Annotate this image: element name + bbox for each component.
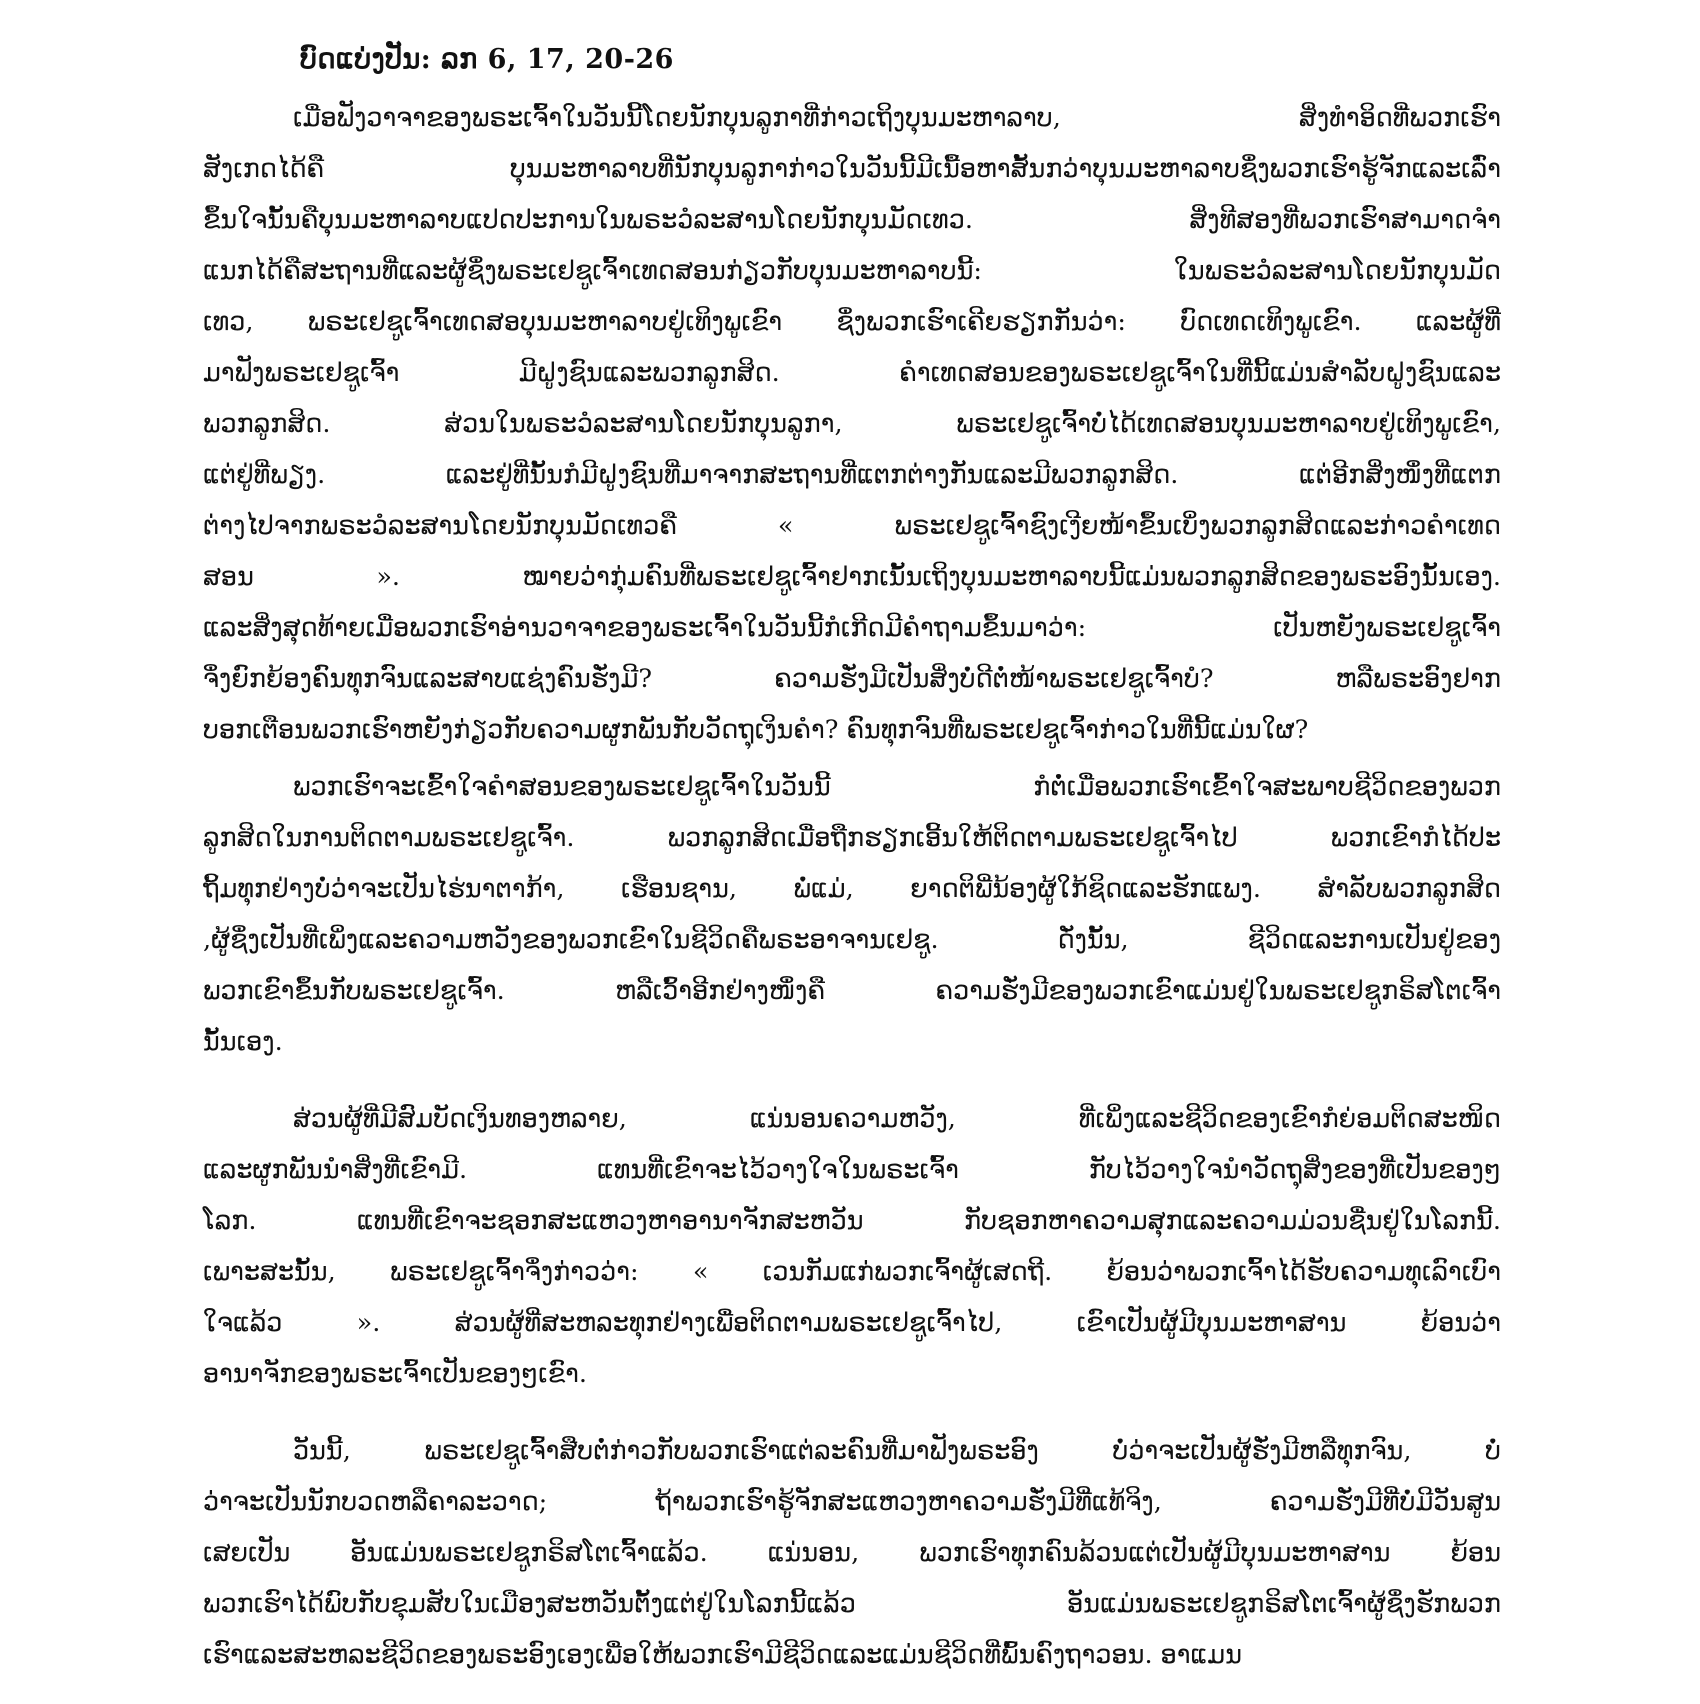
- paragraph-1-line-4: ແນກໄດ້ຄືສະຖານທີ່ແລະຜູ້ຊຶ່ງພຣະເຢຊູເຈົ້າເທດສອນກ່ຽວກັບບຸນມະຫາລາບນີ້: ໃນພຣະວໍລະສານໂດຍນັກບຸນມັດ: [203, 256, 1501, 286]
- paragraph-3-line-2: ແລະຜູກພັນນໍາສິ່ງທີ່ເຂົາມີ. ແທນທີ່ເຂົາຈະໄວ້ວາງໃຈໃນພຣະເຈົ້າ ກັບໄວ້ວາງໃຈນໍາວັດຖຸສິ່ງຂອງທີ່ເປັນຂອງໆ: [203, 1155, 1501, 1185]
- paragraph-3-line-1: ສ່ວນຜູ້ທີ່ມີສົມບັດເງິນທອງຫລາຍ, ແນ່ນອນຄວາມຫວັງ, ທີ່ເພິ່ງແລະຊີວິດຂອງເຂົາກໍຍ່ອມຕິດສະໜິດ: [293, 1104, 1501, 1134]
- document-heading: ບົດແບ່ງປັນ: ລກ 6, 17, 20-26: [300, 44, 674, 75]
- paragraph-4-line-2: ວ່າຈະເປັນນັກບວດຫລືຄາລະວາດ; ຖ້າພວກເຮົາຮູ້ຈັກສະແຫວງຫາຄວາມຮັ່ງມີທີ່ແທ້ຈິງ, ຄວາມຮັ່ງມີທີ່ບໍ່ມີວັນສູນ: [203, 1487, 1501, 1517]
- paragraph-3-line-4: ເພາະສະນັ້ນ, ພຣະເຢຊູເຈົ້າຈຶ່ງກ່າວວ່າ: « ເວນກັມແກ່ພວກເຈົ້າຜູ້ເສດຖີ. ຍ້ອນວ່າພວກເຈົ້າໄດ້ຮັບຄວາມທຸເລົາເບົາ: [203, 1257, 1501, 1287]
- paragraph-3-line-6: ອານາຈັກຂອງພຣະເຈົ້າເປັນຂອງໆເຂົາ.: [203, 1359, 587, 1389]
- paragraph-2-line-3: ຖິ້ມທຸກຢ່າງບໍ່ວ່າຈະເປັນໄຮ່ນາຕາກ້າ, ເຮືອນຊານ, ພໍ່ແມ່, ຍາດຕິພີ່ນ້ອງຜູ້ໃກ້ຊິດແລະຮັກແພງ. ສໍາລັບພວກລູກສິດ: [203, 874, 1501, 904]
- paragraph-2-line-2: ລູກສິດໃນການຕິດຕາມພຣະເຢຊູເຈົ້າ. ພວກລູກສິດເມື່ອຖືກຮຽກເອີ້ນໃຫ້ຕິດຕາມພຣະເຢຊູເຈົ້າໄປ ພວກເຂົາກໍໄດ້ປະ: [203, 823, 1501, 853]
- paragraph-2-line-5: ພວກເຂົາຂຶ້ນກັບພຣະເຢຊູເຈົ້າ. ຫລືເວົ້າອີກຢ່າງໜຶ່ງຄື ຄວາມຮັ່ງມີຂອງພວກເຂົາແມ່ນຢູ່ໃນພຣະເຢຊູກຣິສໂຕເຈົ້າ: [203, 976, 1501, 1006]
- paragraph-2-line-1: ພວກເຮົາຈະເຂົ້າໃຈຄໍາສອນຂອງພຣະເຢຊູເຈົ້າໃນວັນນີ້ ກໍຕໍ່ເມື່ອພວກເຮົາເຂົ້າໃຈສະພາບຊີວິດຂອງພວກ: [293, 772, 1501, 802]
- paragraph-1-line-8: ແຕ່ຢູ່ທີ່ພຽງ. ແລະຢູ່ທີ່ນັ້ນກໍມີຝູງຊົນທີ່ມາຈາກສະຖານທີ່ແຕກຕ່າງກັນແລະມີພວກລູກສິດ. ແຕ່ອີກສິ່ງໜຶ່ງທີ່ແຕກ: [203, 460, 1501, 490]
- paragraph-1-line-7: ພວກລູກສິດ. ສ່ວນໃນພຣະວໍລະສານໂດຍນັກບຸນລູກາ, ພຣະເຢຊູເຈົ້າບໍ່ໄດ້ເທດສອນບຸນມະຫາລາບຢູ່ເທິງພູເຂົາ,: [203, 409, 1501, 439]
- paragraph-3-line-5: ໃຈແລ້ວ ». ສ່ວນຜູ້ທີ່ສະຫລະທຸກຢ່າງເພື່ອຕິດຕາມພຣະເຢຊູເຈົ້າໄປ, ເຂົາເປັນຜູ້ມີບຸນມະຫາສານ ຍ້ອນວ່າ: [203, 1308, 1501, 1338]
- paragraph-1-line-10: ສອນ ». ໝາຍວ່າກຸ່ມຄົນທີ່ພຣະເຢຊູເຈົ້າຢາກເນັ້ນເຖິງບຸນມະຫາລາບນີ້ແມ່ນພວກລູກສິດຂອງພຣະອົງນັ້ນເອງ.: [203, 562, 1501, 592]
- paragraph-1-line-9: ຕ່າງໄປຈາກພຣະວໍລະສານໂດຍນັກບຸນມັດເທວຄື « ພຣະເຢຊູເຈົ້າຊົງເງີຍໜ້າຂຶ້ນເບິ່ງພວກລູກສິດແລະກ່າວຄໍາເທດ: [203, 511, 1501, 541]
- paragraph-1-line-1: ເມື່ອຟັງວາຈາຂອງພຣະເຈົ້າໃນວັນນີ້ໂດຍນັກບຸນລູກາທີ່ກ່າວເຖິງບຸນມະຫາລາບ, ສິ່ງທໍາອິດທີ່ພວກເຮົາ: [293, 103, 1501, 133]
- paragraph-1-line-12: ຈຶ່ງຍົກຍ້ອງຄົນທຸກຈົນແລະສາບແຊ່ງຄົນຮັ່ງມີ? ຄວາມຮັ່ງມີເປັນສິ່ງບໍ່ດີຕໍ່ໜ້າພຣະເຢຊູເຈົ້າບໍ? ຫລືພຣະອົງຢາກ: [203, 664, 1501, 694]
- paragraph-4-line-4: ພວກເຮົາໄດ້ພົບກັບຂຸມສັບໃນເມືອງສະຫວັນຕັ້ງແຕ່ຢູ່ໃນໂລກນີ້ແລ້ວ ອັນແມ່ນພຣະເຢຊູກຣິສໂຕເຈົ້າຜູ້ຊຶ່ງຮັກພວກ: [203, 1589, 1501, 1619]
- paragraph-1-line-11: ແລະສິ່ງສຸດທ້າຍເມື່ອພວກເຮົາອ່ານວາຈາຂອງພຣະເຈົ້າໃນວັນນີ້ກໍເກີດມີຄໍາຖາມຂຶ້ນມາວ່າ: ເປັນຫຍັງພຣະເຢຊູເຈົ້າ: [203, 613, 1501, 643]
- paragraph-2-line-4: ,ຜູ້ຊຶ່ງເປັນທີ່ເພິ່ງແລະຄວາມຫວັງຂອງພວກເຂົາໃນຊີວິດຄືພຣະອາຈານເຢຊູ. ດັ່ງນັ້ນ, ຊີວິດແລະການເປັນຢູ່ຂອງ: [203, 925, 1501, 955]
- paragraph-4-line-3: ເສຍເປັນ ອັນແມ່ນພຣະເຢຊູກຣິສໂຕເຈົ້າແລ້ວ. ແນ່ນອນ, ພວກເຮົາທຸກຄົນລ້ວນແຕ່ເປັນຜູ້ມີບຸນມະຫາສານ ຍ້ອນ: [203, 1538, 1501, 1568]
- paragraph-4-line-5: ເຮົາແລະສະຫລະຊີວິດຂອງພຣະອົງເອງເພື່ອໃຫ້ພວກເຮົາມີຊີວິດແລະແມ່ນຊີວິດທີ່ພົ້ນຄົງຖາວອນ. ອາແມນ: [203, 1640, 1243, 1670]
- paragraph-1-line-6: ມາຟັງພຣະເຢຊູເຈົ້າ ມີຝູງຊົນແລະພວກລູກສິດ. ຄໍາເທດສອນຂອງພຣະເຢຊູເຈົ້າໃນທີ່ນີ້ແມ່ນສໍາລັບຝູງຊົນແລະ: [203, 358, 1501, 388]
- paragraph-1-line-13: ບອກເຕືອນພວກເຮົາຫຍັງກ່ຽວກັບຄວາມຜູກພັນກັບວັດຖຸເງິນຄໍາ? ຄົນທຸກຈົນທີ່ພຣະເຢຊູເຈົ້າກ່າວໃນທີ່ນີ້ແມ່ນໃຜ?: [203, 715, 1309, 745]
- paragraph-1-line-5: ເທວ, ພຣະເຢຊູເຈົ້າເທດສອບຸນມະຫາລາບຢູ່ເທິງພູເຂົາ ຊຶ່ງພວກເຮົາເຄີຍຮຽກກັນວ່າ: ບົດເທດເທິງພູເຂົາ. ແລະຜູ້ທີ່: [203, 307, 1501, 337]
- paragraph-3-line-3: ໂລກ. ແທນທີ່ເຂົາຈະຊອກສະແຫວງຫາອານາຈັກສະຫວັນ ກັບຊອກຫາຄວາມສຸກແລະຄວາມມ່ວນຊື່ນຢູ່ໃນໂລກນີ້.: [203, 1206, 1501, 1236]
- paragraph-2-line-6: ນັ້ນເອງ.: [203, 1027, 283, 1057]
- paragraph-4-line-1: ວັນນີ້, ພຣະເຢຊູເຈົ້າສືບຕໍ່ກ່າວກັບພວກເຮົາແຕ່ລະຄົນທີ່ມາຟັງພຣະອົງ ບໍ່ວ່າຈະເປັນຜູ້ຮັ່ງມີຫລືທຸກຈົນ, ບໍ່: [293, 1436, 1501, 1466]
- paragraph-1-line-3: ຂຶ້ນໃຈນັ້ນຄືບຸນມະຫາລາບແປດປະການໃນພຣະວໍລະສານໂດຍນັກບຸນມັດເທວ. ສິ່ງທີສອງທີ່ພວກເຮົາສາມາດຈໍາ: [203, 205, 1501, 235]
- paragraph-1-line-2: ສັງເກດໄດ້ຄື ບຸນມະຫາລາບທີ່ນັກບຸນລູກາກ່າວໃນວັນນີ້ມີເນື້ອຫາສັ້ນກວ່າບຸນມະຫາລາບຊຶ່ງພວກເຮົາຮູ້ຈັກແລະເລົ່າ: [203, 154, 1501, 184]
